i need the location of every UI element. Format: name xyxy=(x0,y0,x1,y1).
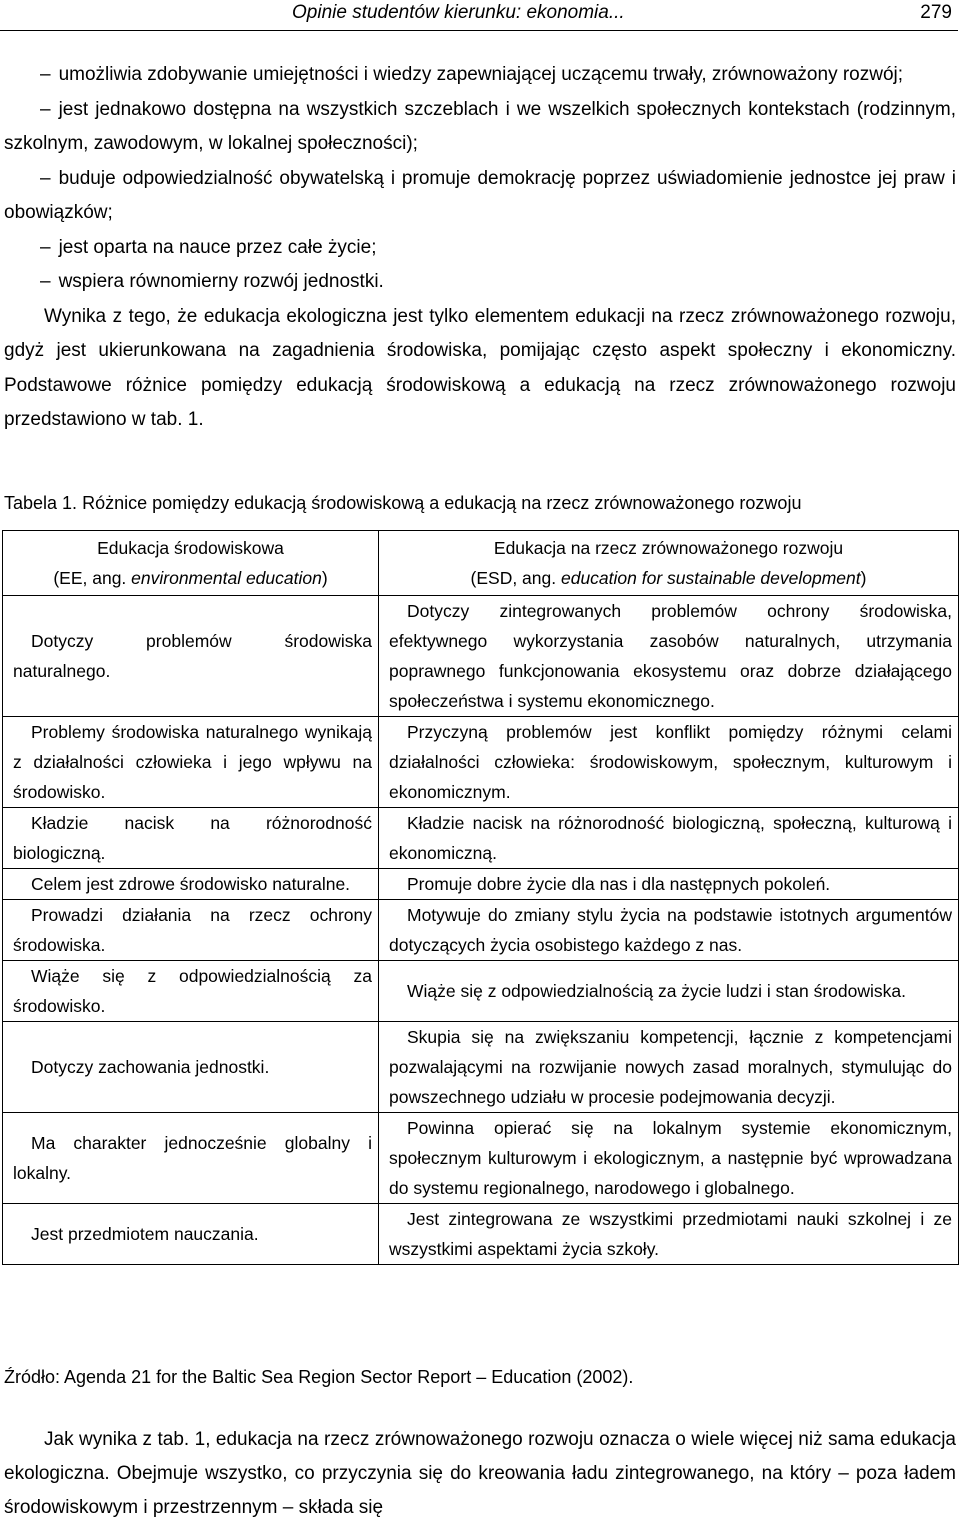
table-cell-ee: Celem jest zdrowe środowisko naturalne. xyxy=(3,869,379,900)
table-cell-esd: Promuje dobre życie dla nas i dla następnych pokoleń. xyxy=(379,869,959,900)
running-header xyxy=(0,0,958,31)
table-row xyxy=(3,1204,959,1265)
list-item: – jest oparta na nauce przez całe życie; xyxy=(40,236,377,258)
list-item: – buduje odpowiedzialność obywatelską i promuje demokrację poprzez uświadomienie jednostce jej praw i obowiązków; xyxy=(4,167,956,223)
table-cell-ee: Dotyczy problemów środowiska naturalnego. xyxy=(3,596,379,717)
table-cell-ee: Problemy środowiska naturalnego wynikają z działalności człowieka i jego wpływu na środowisko. xyxy=(3,717,379,808)
bottom-text xyxy=(4,1423,956,1525)
table-header-row xyxy=(3,531,959,596)
table-row xyxy=(3,961,959,1022)
table-cell-esd: Dotyczy zintegrowanych problemów ochrony środowiska, efektywnego wykorzystania zasobów naturalnych, utrzymania poprawnego funkcjonowania ekosystemu oraz dobrze działającego społeczeństwa i systemu ekonomicznego. xyxy=(379,596,959,717)
table-row xyxy=(3,808,959,869)
table-cell-ee: Kładzie nacisk na różnorodność biologiczną. xyxy=(3,808,379,869)
comparison-table xyxy=(2,530,959,1265)
table-cell-ee: Jest przedmiotem nauczania. xyxy=(3,1204,379,1265)
body-paragraph: Jak wynika z tab. 1, edukacja na rzecz zrównoważonego rozwoju oznacza o wiele więcej niż sama edukacja ekologiczna. Obejmuje wszystko, co przyczynia się do kreowania ładu zintegrowanego, na który – poza ładem środowiskowym i przestrzennym – składa się xyxy=(4,1429,956,1518)
table-caption-text: Różnice pomiędzy edukacją środowiskową a edukacją na rzecz zrównoważonego rozwoju xyxy=(82,493,802,513)
page-number: 279 xyxy=(920,2,952,23)
col-header-esd: Edukacja na rzecz zrównoważonego rozwoju (ESD, ang. education for sustainable development) xyxy=(379,531,959,596)
list-item: – wspiera równomierny rozwój jednostki. xyxy=(40,271,384,292)
table-cell-ee: Ma charakter jednocześnie globalny i lokalny. xyxy=(3,1113,379,1204)
running-title: Opinie studentów kierunku: ekonomia... xyxy=(292,2,625,23)
table-source: Źródło: Agenda 21 for the Baltic Sea Region Sector Report – Education (2002). xyxy=(4,1367,634,1387)
table-cell-ee: Dotyczy zachowania jednostki. xyxy=(3,1022,379,1113)
table-cell-ee: Wiąże się z odpowiedzialnością za środowisko. xyxy=(3,961,379,1022)
body-paragraph: Wynika z tego, że edukacja ekologiczna jest tylko elementem edukacji na rzecz zrównoważonego rozwoju, gdyż jest ukierunkowana na zagadnienia środowiska, pomijając często aspekt społeczny i ekonomiczny. Podstawowe różnice pomiędzy edukacją środowiskową a edukacją na rzecz zrównoważonego rozwoju przedstawiono w tab. 1. xyxy=(4,305,956,430)
table-row xyxy=(3,1022,959,1113)
col-header-ee: Edukacja środowiskowa (EE, ang. environmental education) xyxy=(3,531,379,596)
table-cell-esd: Jest zintegrowana ze wszystkimi przedmiotami nauki szkolnej i ze wszystkimi aspektami życia szkoły. xyxy=(379,1204,959,1265)
table-cell-esd: Kładzie nacisk na różnorodność biologiczną, społeczną, kulturową i ekonomiczną. xyxy=(379,808,959,869)
table-cell-esd: Skupia się na zwiększaniu kompetencji, łącznie z kompetencjami pozwalającymi na rozwijanie nowych zasad moralnych, stymulując do powszechnego udziału w procesie podejmowania decyzji. xyxy=(379,1022,959,1113)
table-cell-esd: Powinna opierać się na lokalnym systemie ekonomicznym, społecznym kulturowym i ekologicznym, a następnie być wprowadzana do systemu regionalnego, narodowego i globalnego. xyxy=(379,1113,959,1204)
table-caption xyxy=(4,493,801,514)
list-block xyxy=(4,58,956,438)
table-row xyxy=(3,869,959,900)
table-cell-esd: Motywuje do zmiany stylu życia na podstawie istotnych argumentów dotyczących życia osobistego każdego z nas. xyxy=(379,900,959,961)
table-row xyxy=(3,596,959,717)
table-row xyxy=(3,900,959,961)
table-cell-ee: Prowadzi działania na rzecz ochrony środowiska. xyxy=(3,900,379,961)
table-cell-esd: Przyczyną problemów jest konflikt pomiędzy różnymi celami działalności człowieka: środowiskowym, społecznym, kulturowym i ekonomicznym. xyxy=(379,717,959,808)
list-item: – umożliwia zdobywanie umiejętności i wiedzy zapewniającej uczącemu trwały, zrównoważony rozwój; xyxy=(40,64,904,85)
table-row xyxy=(3,1113,959,1204)
table-cell-esd: Wiąże się z odpowiedzialnością za życie ludzi i stan środowiska. xyxy=(379,961,959,1022)
table-row xyxy=(3,717,959,808)
table-caption-label: Tabela 1. xyxy=(4,493,78,513)
list-item: – jest jednakowo dostępna na wszystkich szczeblach i we wszelkich społecznych kontekstach (rodzinnym, szkolnym, zawodowym, w lokalnej społeczności); xyxy=(4,98,956,154)
